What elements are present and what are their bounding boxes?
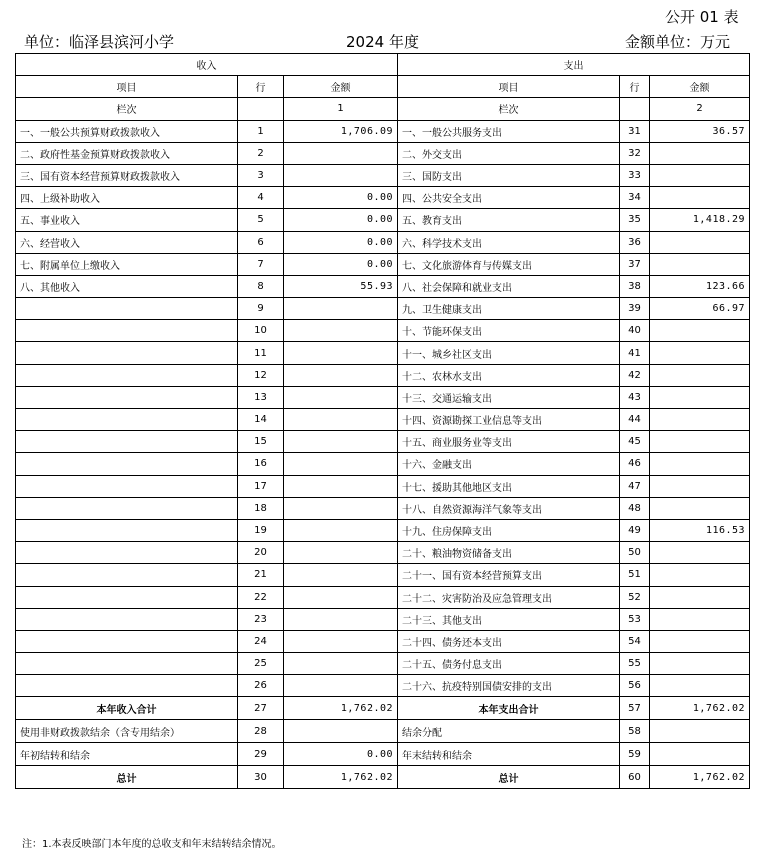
expense-lanci-label: 栏次	[398, 98, 620, 120]
income-item	[16, 497, 238, 519]
income-amount	[284, 519, 398, 541]
expense-row-number: 33	[620, 164, 650, 186]
income-row-number: 6	[238, 231, 284, 253]
income-amount	[284, 497, 398, 519]
amount-unit: 金额单位：万元	[625, 33, 731, 51]
expense-item: 十九、住房保障支出	[398, 519, 620, 541]
expense-item: 年末结转和结余	[398, 743, 620, 766]
expense-item: 一、一般公共服务支出	[398, 120, 620, 142]
expense-row-number: 38	[620, 275, 650, 297]
table-row	[16, 298, 750, 320]
expense-row-number: 57	[620, 697, 650, 720]
income-section-header: 收入	[16, 54, 398, 76]
income-row-number: 19	[238, 519, 284, 541]
table-row	[16, 275, 750, 297]
income-amount	[284, 564, 398, 586]
expense-row-number: 32	[620, 142, 650, 164]
income-row-number: 14	[238, 409, 284, 431]
expense-row-number: 41	[620, 342, 650, 364]
income-item	[16, 475, 238, 497]
income-row-number: 25	[238, 653, 284, 675]
expense-amount	[650, 653, 750, 675]
table-row	[16, 743, 750, 766]
income-item-header: 项目	[16, 76, 238, 98]
table-row	[16, 475, 750, 497]
income-amount: 0.00	[284, 209, 398, 231]
expense-row-number: 31	[620, 120, 650, 142]
expense-item: 二、外交支出	[398, 142, 620, 164]
income-row-number: 29	[238, 743, 284, 766]
income-item	[16, 542, 238, 564]
income-row-number: 9	[238, 298, 284, 320]
income-amount	[284, 364, 398, 386]
expense-amount	[650, 586, 750, 608]
income-amount	[284, 586, 398, 608]
income-item	[16, 342, 238, 364]
total-row	[16, 766, 750, 789]
expense-row-number: 58	[620, 720, 650, 743]
income-amount	[284, 320, 398, 342]
expense-item: 十八、自然资源海洋气象等支出	[398, 497, 620, 519]
budget-table	[15, 53, 750, 789]
expense-row-number: 51	[620, 564, 650, 586]
income-item	[16, 364, 238, 386]
expense-amount: 116.53	[650, 519, 750, 541]
expense-item-header: 项目	[398, 76, 620, 98]
income-row-number: 26	[238, 675, 284, 697]
income-row-number: 18	[238, 497, 284, 519]
expense-item: 二十一、国有资本经营预算支出	[398, 564, 620, 586]
expense-row-number: 50	[620, 542, 650, 564]
income-row-number: 28	[238, 720, 284, 743]
income-amount: 1,762.02	[284, 697, 398, 720]
expense-item: 二十三、其他支出	[398, 608, 620, 630]
income-amount	[284, 142, 398, 164]
income-item: 八、其他收入	[16, 275, 238, 297]
expense-amount	[650, 497, 750, 519]
expense-item: 五、教育支出	[398, 209, 620, 231]
income-row-number: 8	[238, 275, 284, 297]
income-item: 年初结转和结余	[16, 743, 238, 766]
income-row-number: 27	[238, 697, 284, 720]
expense-section-header: 支出	[398, 54, 750, 76]
expense-item: 十四、资源勘探工业信息等支出	[398, 409, 620, 431]
income-amount-header: 金额	[284, 76, 398, 98]
income-item	[16, 586, 238, 608]
income-row-number: 12	[238, 364, 284, 386]
expense-row-number: 48	[620, 497, 650, 519]
income-amount	[284, 164, 398, 186]
expense-row-number: 43	[620, 386, 650, 408]
income-item	[16, 320, 238, 342]
income-amount: 55.93	[284, 275, 398, 297]
expense-amount	[650, 743, 750, 766]
income-item: 七、附属单位上缴收入	[16, 253, 238, 275]
income-amount	[284, 342, 398, 364]
expense-row-number: 42	[620, 364, 650, 386]
table-row	[16, 497, 750, 519]
income-amount	[284, 542, 398, 564]
expense-row-number: 47	[620, 475, 650, 497]
table-number: 公开 01 表	[665, 8, 739, 26]
expense-item: 六、科学技术支出	[398, 231, 620, 253]
expense-row-number: 54	[620, 630, 650, 652]
expense-amount	[650, 187, 750, 209]
income-amount	[284, 653, 398, 675]
table-row	[16, 564, 750, 586]
income-row-number: 13	[238, 386, 284, 408]
expense-amount	[650, 675, 750, 697]
expense-item: 二十、粮油物资储备支出	[398, 542, 620, 564]
income-lanci-blank	[238, 98, 284, 120]
expense-item: 十、节能环保支出	[398, 320, 620, 342]
income-row-number: 10	[238, 320, 284, 342]
table-row	[16, 120, 750, 142]
income-amount	[284, 453, 398, 475]
income-row-number: 16	[238, 453, 284, 475]
income-item: 本年收入合计	[16, 697, 238, 720]
expense-lanci-blank	[620, 98, 650, 120]
income-amount: 0.00	[284, 231, 398, 253]
income-row-number: 2	[238, 142, 284, 164]
expense-item: 本年支出合计	[398, 697, 620, 720]
income-row-number: 7	[238, 253, 284, 275]
expense-amount: 1,762.02	[650, 697, 750, 720]
income-item	[16, 453, 238, 475]
expense-amount	[650, 409, 750, 431]
expense-amount	[650, 320, 750, 342]
expense-item: 九、卫生健康支出	[398, 298, 620, 320]
income-item	[16, 386, 238, 408]
income-amount	[284, 720, 398, 743]
expense-row-number: 46	[620, 453, 650, 475]
income-item: 六、经营收入	[16, 231, 238, 253]
table-row	[16, 342, 750, 364]
table-row	[16, 386, 750, 408]
income-item: 二、政府性基金预算财政拨款收入	[16, 142, 238, 164]
expense-amount	[650, 475, 750, 497]
expense-item: 二十六、抗疫特别国债安排的支出	[398, 675, 620, 697]
expense-amount	[650, 231, 750, 253]
expense-item: 十二、农林水支出	[398, 364, 620, 386]
table-row	[16, 720, 750, 743]
expense-item: 二十二、灾害防治及应急管理支出	[398, 586, 620, 608]
expense-item: 二十五、债务付息支出	[398, 653, 620, 675]
expense-item: 三、国防支出	[398, 164, 620, 186]
income-row-number: 22	[238, 586, 284, 608]
table-row	[16, 253, 750, 275]
expense-item: 十三、交通运输支出	[398, 386, 620, 408]
expense-amount	[650, 342, 750, 364]
income-amount	[284, 630, 398, 652]
income-lanci-label: 栏次	[16, 98, 238, 120]
expense-item: 七、文化旅游体育与传媒支出	[398, 253, 620, 275]
expense-amount-header: 金额	[650, 76, 750, 98]
expense-row-number: 59	[620, 743, 650, 766]
income-amount	[284, 409, 398, 431]
income-row-number: 30	[238, 766, 284, 789]
expense-amount	[650, 453, 750, 475]
expense-item: 二十四、债务还本支出	[398, 630, 620, 652]
income-row-number: 5	[238, 209, 284, 231]
expense-amount	[650, 564, 750, 586]
expense-row-number: 40	[620, 320, 650, 342]
table-row	[16, 542, 750, 564]
expense-amount: 1,418.29	[650, 209, 750, 231]
income-item	[16, 675, 238, 697]
income-column-number: 1	[284, 98, 398, 120]
expense-row-number: 53	[620, 608, 650, 630]
expense-amount	[650, 431, 750, 453]
expense-row-number: 34	[620, 187, 650, 209]
expense-amount: 36.57	[650, 120, 750, 142]
expense-item: 十七、援助其他地区支出	[398, 475, 620, 497]
income-row-number: 17	[238, 475, 284, 497]
expense-column-number: 2	[650, 98, 750, 120]
income-item: 使用非财政拨款结余（含专用结余）	[16, 720, 238, 743]
income-row-number: 24	[238, 630, 284, 652]
expense-item: 十五、商业服务业等支出	[398, 431, 620, 453]
income-item: 总计	[16, 766, 238, 789]
income-amount: 1,706.09	[284, 120, 398, 142]
expense-row-number: 52	[620, 586, 650, 608]
expense-row-number: 35	[620, 209, 650, 231]
expense-amount	[650, 720, 750, 743]
expense-row-number: 56	[620, 675, 650, 697]
table-row	[16, 164, 750, 186]
expense-amount	[650, 164, 750, 186]
table-row	[16, 409, 750, 431]
income-item	[16, 431, 238, 453]
income-amount	[284, 675, 398, 697]
expense-row-number: 36	[620, 231, 650, 253]
income-amount: 0.00	[284, 187, 398, 209]
income-row-number: 4	[238, 187, 284, 209]
subtotal-row	[16, 697, 750, 720]
income-row-number: 21	[238, 564, 284, 586]
income-item	[16, 630, 238, 652]
table-row	[16, 364, 750, 386]
income-row-number: 15	[238, 431, 284, 453]
income-row-header: 行	[238, 76, 284, 98]
table-row	[16, 586, 750, 608]
expense-row-number: 55	[620, 653, 650, 675]
expense-amount	[650, 253, 750, 275]
expense-amount	[650, 608, 750, 630]
income-row-number: 20	[238, 542, 284, 564]
income-amount	[284, 386, 398, 408]
income-amount: 1,762.02	[284, 766, 398, 789]
unit-name: 单位：临泽县滨河小学	[24, 33, 175, 51]
income-amount: 0.00	[284, 253, 398, 275]
income-item	[16, 653, 238, 675]
income-amount	[284, 608, 398, 630]
table-row	[16, 653, 750, 675]
table-row	[16, 630, 750, 652]
expense-amount	[650, 630, 750, 652]
expense-amount	[650, 142, 750, 164]
income-item	[16, 298, 238, 320]
table-row	[16, 187, 750, 209]
income-amount	[284, 475, 398, 497]
income-row-number: 1	[238, 120, 284, 142]
expense-item: 八、社会保障和就业支出	[398, 275, 620, 297]
income-item: 四、上级补助收入	[16, 187, 238, 209]
table-row	[16, 142, 750, 164]
table-row	[16, 231, 750, 253]
table-row	[16, 519, 750, 541]
income-item: 三、国有资本经营预算财政拨款收入	[16, 164, 238, 186]
fiscal-year: 2024 年度	[346, 33, 419, 51]
income-item	[16, 409, 238, 431]
table-row	[16, 608, 750, 630]
income-item	[16, 519, 238, 541]
table-row	[16, 431, 750, 453]
income-amount	[284, 298, 398, 320]
footnote: 注：1.本表反映部门本年度的总收支和年末结转结余情况。	[22, 839, 282, 850]
expense-row-number: 45	[620, 431, 650, 453]
income-item	[16, 564, 238, 586]
expense-row-number: 60	[620, 766, 650, 789]
expense-row-number: 39	[620, 298, 650, 320]
income-item: 一、一般公共预算财政拨款收入	[16, 120, 238, 142]
expense-row-number: 49	[620, 519, 650, 541]
expense-item: 十一、城乡社区支出	[398, 342, 620, 364]
expense-row-number: 44	[620, 409, 650, 431]
income-amount	[284, 431, 398, 453]
income-amount: 0.00	[284, 743, 398, 766]
income-row-number: 23	[238, 608, 284, 630]
income-item: 五、事业收入	[16, 209, 238, 231]
expense-item: 四、公共安全支出	[398, 187, 620, 209]
income-row-number: 3	[238, 164, 284, 186]
expense-row-number: 37	[620, 253, 650, 275]
table-row	[16, 209, 750, 231]
expense-amount	[650, 386, 750, 408]
expense-item: 结余分配	[398, 720, 620, 743]
income-item	[16, 608, 238, 630]
income-row-number: 11	[238, 342, 284, 364]
expense-item: 十六、金融支出	[398, 453, 620, 475]
expense-amount: 1,762.02	[650, 766, 750, 789]
table-row	[16, 675, 750, 697]
expense-amount	[650, 542, 750, 564]
table-row	[16, 320, 750, 342]
expense-amount: 123.66	[650, 275, 750, 297]
expense-item: 总计	[398, 766, 620, 789]
table-row	[16, 453, 750, 475]
expense-amount: 66.97	[650, 298, 750, 320]
expense-amount	[650, 364, 750, 386]
expense-row-header: 行	[620, 76, 650, 98]
